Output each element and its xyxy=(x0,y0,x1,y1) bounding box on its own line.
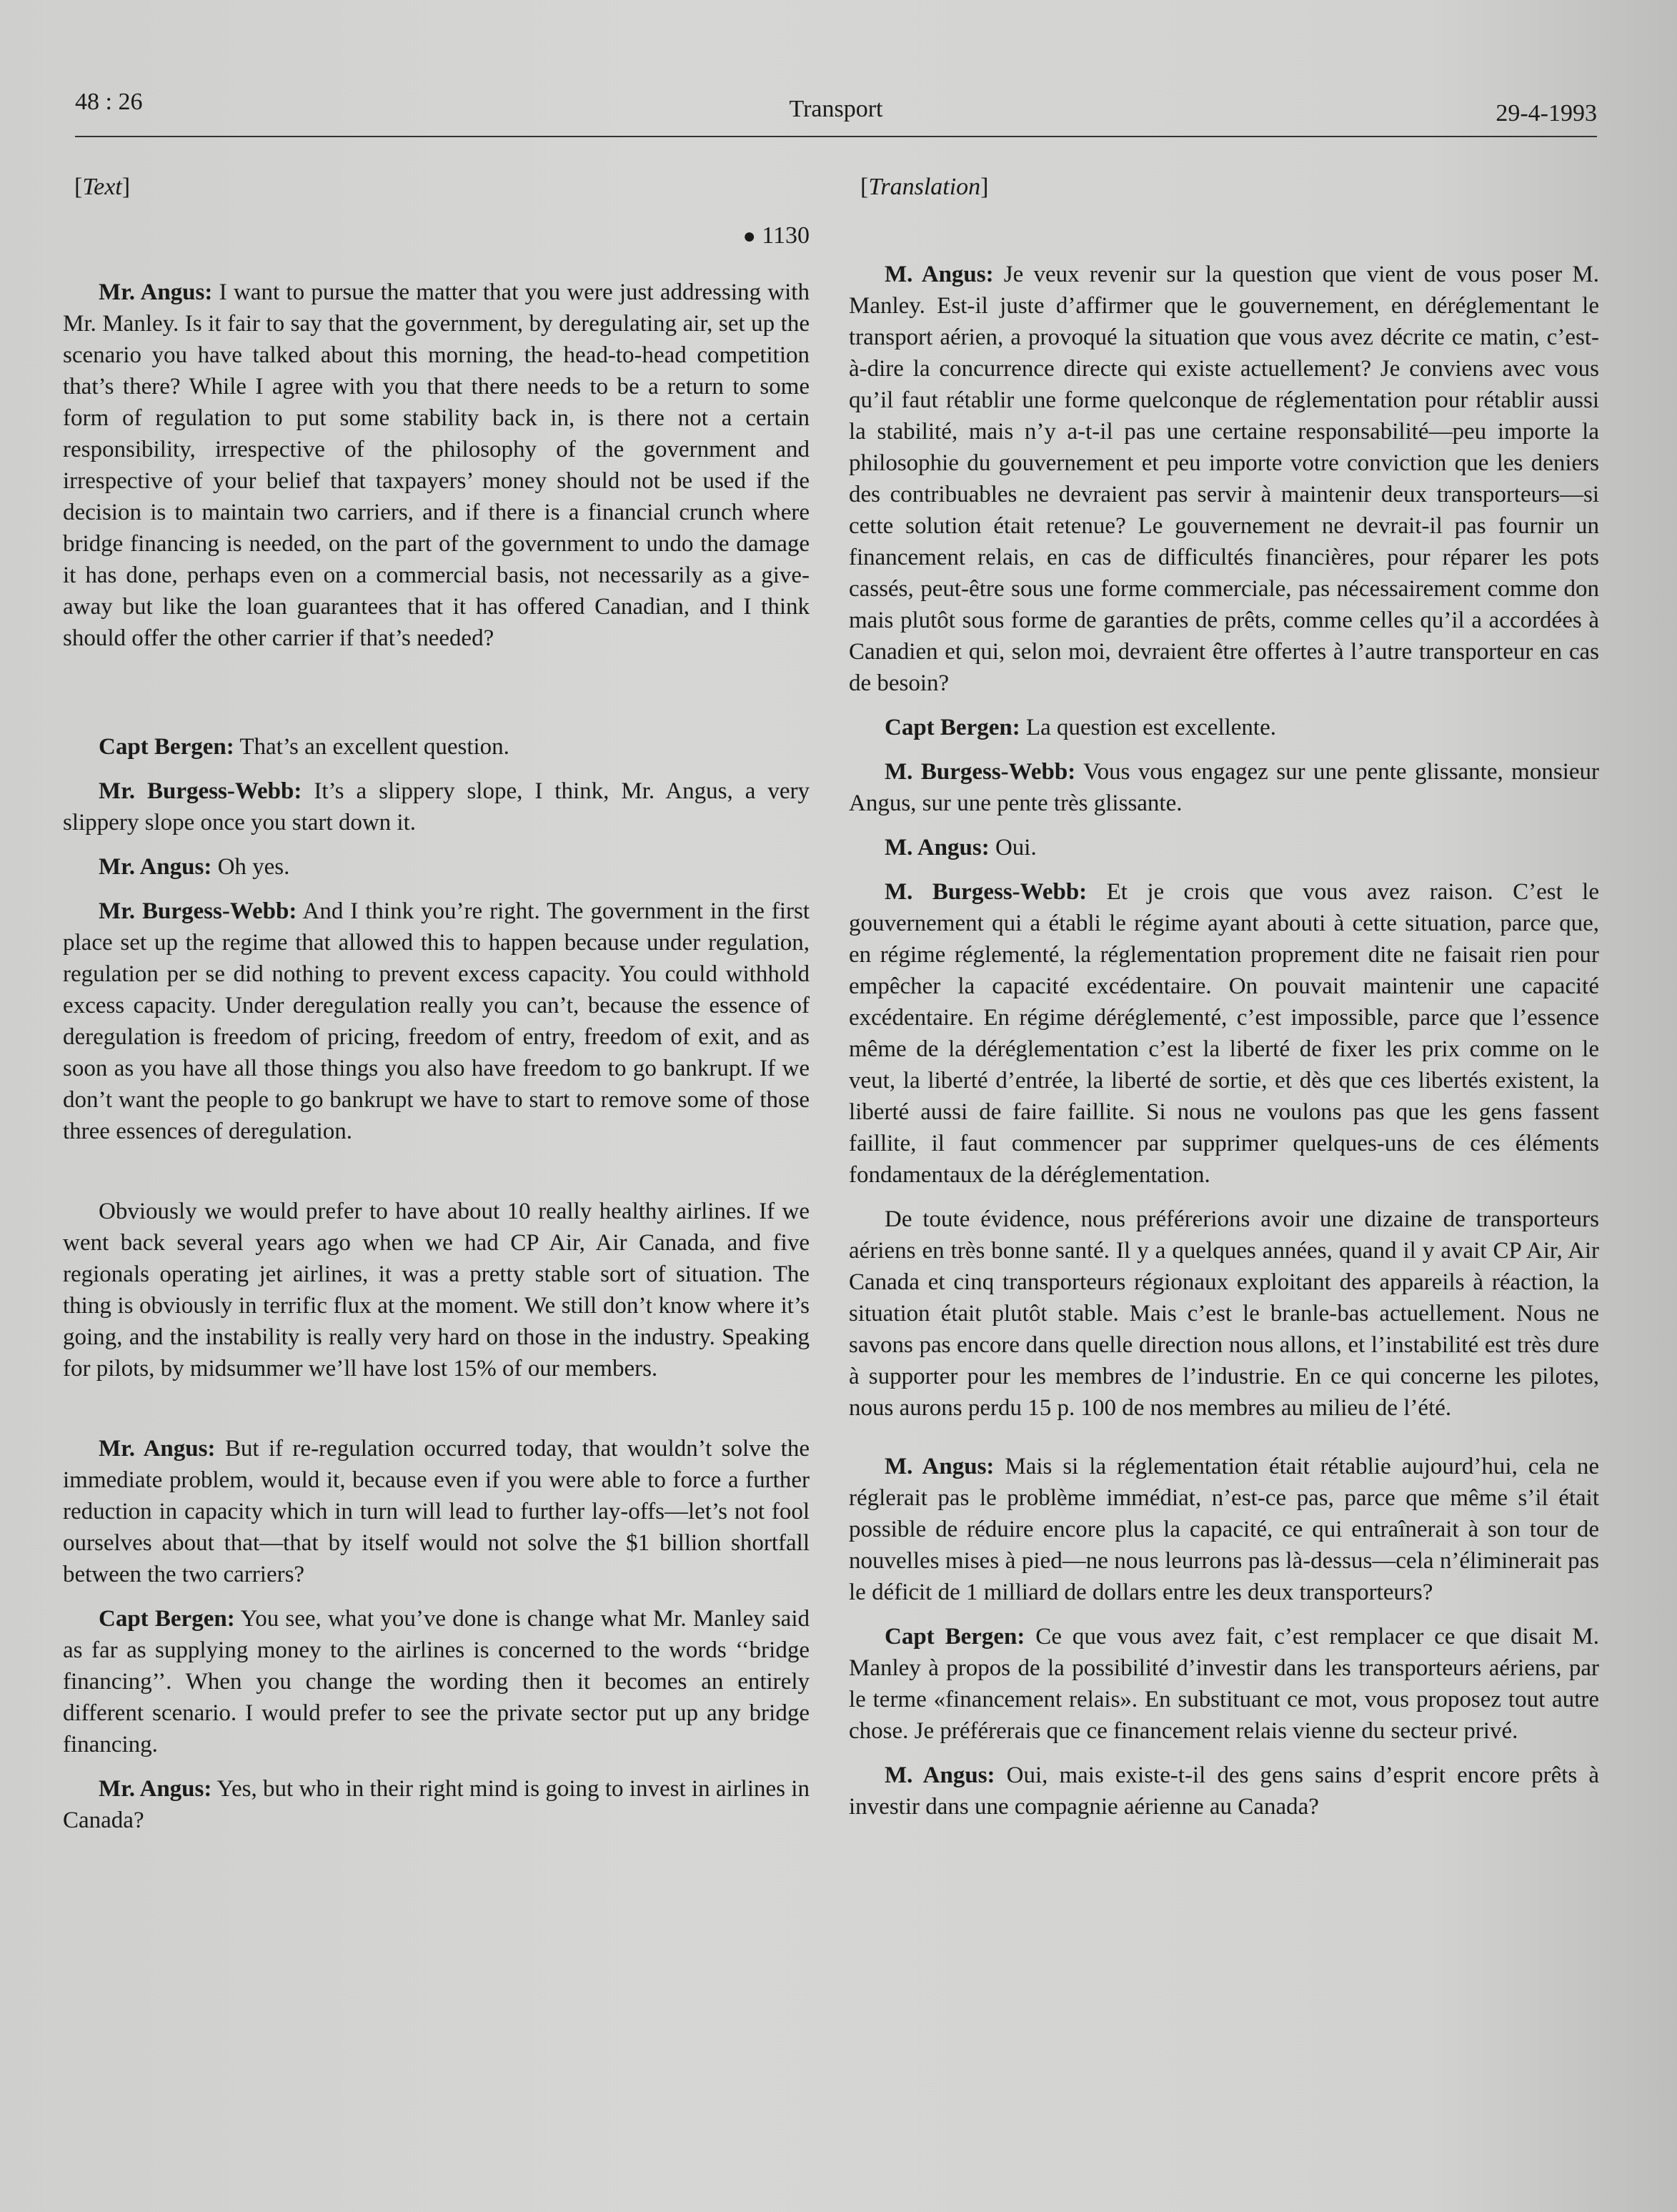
paragraph: M. Angus: Je veux revenir sur la question que vient de vous poser M. Manley. Est-il juste d’affirmer que le gouvernement, en déréglementant le transport aérien, a provoqué la situation que vous avez décrite ce matin, c’est-à-dire la concurrence directe qui existe actuellement? Je conviens avec vous qu’il faut rétablir une forme quelconque de réglementation pour rétablir aussi la stabilité, mais n’y a-t-il pas une certaine responsabilité—peu importe la philosophie du gouvernement et peu importe votre conviction que les deniers des contribuables ne devraient pas servir à maintenir deux transporteurs—si cette solution était retenue? Le gouvernement ne devrait-il pas fournir un financement relais, en cas de difficultés financières, pour réparer les pots cassés, peut-être sous une forme commerciale, pas nécessairement comme don mais plutôt sous forme de garanties de prêts, comme celles qu’il a accordées à Canadien et qui, selon moi, devraient être offertes à l’autre transporteur en cas de besoin? xyxy=(849,262,1599,696)
paragraph: M. Burgess-Webb: Vous vous engagez sur une pente glissante, monsieur Angus, sur une pente très glissante. xyxy=(849,759,1600,816)
speaker-name: Mr. Burgess-Webb: xyxy=(99,778,302,804)
paragraph: Capt Bergen: Ce que vous avez fait, c’est remplacer ce que disait M. Manley à propos de la possibilité d’investir dans les transporteurs aériens, par le terme «financement relais». En substituant ce mot, vous proposez tout autre chose. Je préférerais que ce financement relais vienne du secteur privé. xyxy=(849,1624,1599,1744)
paragraph: De toute évidence, nous préférerions avoir une dizaine de transporteurs aériens en très bonne santé. Il y a quelques années, quand il y avait CP Air, Air Canada et cinq transporteurs régionaux exploitant des appareils à réaction, la situation était plutôt stable. Mais c’est le branle-bas actuellement. Nous ne savons pas encore dans quelle direction nous allons, et l’instabilité est très dure à supporter pour les membres de l’industrie. En ce qui concerne les pilotes, nous aurons perdu 15 p. 100 de nos membres au milieu de l’été. xyxy=(849,1206,1599,1421)
speaker-name: M. Angus: xyxy=(885,1762,995,1788)
french-column xyxy=(849,172,1599,1835)
speaker-name: M. Burgess-Webb: xyxy=(885,879,1088,905)
translation-label: [Translation] xyxy=(860,174,989,200)
paragraph: Mr. Angus: I want to pursue the matter that you were just addressing with Mr. Manley. Is it fair to say that the government, by deregulating air, set up the scenario you have talked about this morning, the head-to-head competition that’s there? While I agree with you that there needs to be a return to some form of regulation to put some stability back in, is there not a certain responsibility, irrespective of the philosophy of the government and irrespective of your belief that taxpayers’ money should not be used if the decision is to maintain two carriers, and if there is a financial crunch where bridge financing is needed, on the part of the government to undo the damage it has done, perhaps even on a commercial basis, not necessarily as a give-away but like the loan guarantees that it has offered Canadian, and I think should offer the other carrier if that’s needed? xyxy=(63,279,810,651)
speaker-name: M. Angus: xyxy=(885,1454,995,1479)
page-header xyxy=(75,84,1597,137)
speaker-name: M. Angus: xyxy=(885,262,994,287)
paragraph: M. Angus: Oui, mais existe-t-il des gens sains d’esprit encore prêts à investir dans une compagnie aérienne au Canada? xyxy=(849,1762,1599,1820)
speaker-name: Capt Bergen: xyxy=(885,715,1020,740)
speaker-name: Capt Bergen: xyxy=(99,734,234,760)
speaker-name: Capt Bergen: xyxy=(99,1606,235,1632)
speaker-name: Mr. Angus: xyxy=(99,279,213,305)
speaker-name: Mr. Angus: xyxy=(99,1776,212,1802)
paragraph: M. Angus: Mais si la réglementation était rétablie aujourd’hui, cela ne réglerait pas le problème immédiat, n’est-ce pas, parce que même s’il était possible de réduire encore plus la capacité, ce qui entraînerait à son tour de nouvelles mises à pied—ne nous leurrons pas là-dessus—cela n’éliminerait pas le déficit de 1 milliard de dollars entre les deux transporteurs? xyxy=(849,1454,1599,1605)
timestamp: ● 1130 xyxy=(742,222,810,249)
english-column xyxy=(63,172,810,1849)
paragraph: Capt Bergen: That’s an excellent question. xyxy=(99,734,509,760)
paragraph: Mr. Burgess-Webb: It’s a slippery slope, I think, Mr. Angus, a very slippery slope once you start down it. xyxy=(63,778,810,835)
paragraph: M. Angus: Oui. xyxy=(885,835,1037,861)
page-number: 48 : 26 xyxy=(75,89,143,115)
speaker-name: Mr. Angus: xyxy=(99,1436,216,1462)
speaker-name: Mr. Burgess-Webb: xyxy=(99,898,297,924)
speaker-name: M. Angus: xyxy=(885,835,990,861)
paragraph: Capt Bergen: La question est excellente. xyxy=(885,715,1276,740)
paragraph: Mr. Burgess-Webb: And I think you’re right. The government in the first place set up the regime that allowed this to happen because under regulation, regulation per se did nothing to prevent excess capacity. You could withhold excess capacity. Under deregulation really you can’t, because the essence of deregulation is freedom of pricing, freedom of entry, freedom of exit, and as soon as you have all those things you also have freedom to go bankrupt. If we don’t want the people to go bankrupt we have to start to remove some of those three essences of deregulation. xyxy=(63,898,810,1144)
paragraph: Obviously we would prefer to have about 10 really healthy airlines. If we went back several years ago when we had CP Air, Air Canada, and five regionals operating jet airlines, it was a pretty stable sort of situation. The thing is obviously in terrific flux at the moment. We still don’t know where it’s going, and the instability is really very hard on those in the industry. Speaking for pilots, by midsummer we’ll have lost 15% of our members. xyxy=(63,1199,810,1382)
committee-name: Transport xyxy=(789,96,883,122)
paragraph: Capt Bergen: You see, what you’ve done is change what Mr. Manley said as far as supplying money to the airlines is concerned to the words ‘‘bridge financing’’. When you change the wording then it becomes an entirely different scenario. I would prefer to see the private sector put up any bridge financing. xyxy=(63,1606,810,1757)
paragraph: M. Burgess-Webb: Et je crois que vous avez raison. C’est le gouvernement qui a établi le régime ayant abouti à cette situation, parce que, en régime réglementé, la réglementation proprement dite ne faisait rien pour empêcher la capacité excédentaire. On pouvait maintenir une capacité excédentaire. En régime déréglementé, c’est impossible, parce que l’essence même de la déréglementation c’est la liberté de fixer les prix comme on le veut, la liberté d’entrée, la liberté de sortie, et dès que ces libertés existent, la liberté aussi de faire faillite. Si nous ne voulons pas que les gens fassent faillite, il faut commencer par supprimer quelques-uns de ces éléments fondamentaux de la déréglementation. xyxy=(849,879,1600,1188)
meeting-date: 29-4-1993 xyxy=(1496,100,1597,127)
speaker-name: M. Burgess-Webb: xyxy=(885,759,1076,785)
paragraph: Mr. Angus: Oh yes. xyxy=(99,854,290,880)
speaker-name: Mr. Angus: xyxy=(99,854,212,880)
text-label: [Text] xyxy=(74,174,131,200)
paragraph: Mr. Angus: Yes, but who in their right mind is going to invest in airlines in Canada? xyxy=(63,1776,810,1833)
paragraph: Mr. Angus: But if re-regulation occurred today, that wouldn’t solve the immediate problem, would it, because even if you were able to force a further reduction in capacity which in turn will lead to further lay-offs—let’s not fool ourselves about that—that by itself would not solve the $1 billion shortfall between the two carriers? xyxy=(63,1436,810,1587)
speaker-name: Capt Bergen: xyxy=(885,1624,1025,1650)
